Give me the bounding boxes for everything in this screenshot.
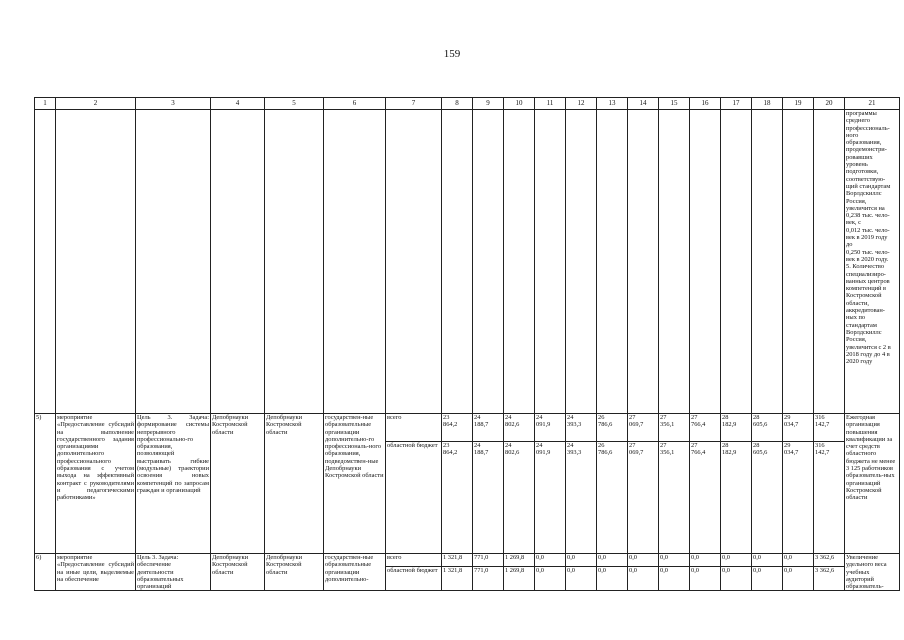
goal-task: Цель 3. Задача: формирование системы непрерывного профессионально-го образования, позволяющей выстраивать гибкие (модульные) траектории освоения новых компетенций по запросам граждан и организаций xyxy=(136,414,211,554)
value-cell: 29 034,7 xyxy=(783,414,814,442)
measure-name: мероприятие «Предоставление субсидий на выполнение государственного задания организациями дополнительного профессионального образования с учетом выхода на эффективный контракт с руководителями и педагогическими работниками» xyxy=(56,414,136,554)
row-number: 5) xyxy=(35,414,56,554)
column-number: 19 xyxy=(783,98,814,110)
value-cell: 1 321,8 xyxy=(442,554,473,567)
value-cell: 24 802,6 xyxy=(504,442,535,554)
value-cell: 0,0 xyxy=(721,567,752,591)
value-cell: 28 182,9 xyxy=(721,442,752,554)
value-cell: 23 864,2 xyxy=(442,414,473,442)
co-executor: Депобрнауки Костромской области xyxy=(265,554,324,591)
table-cell xyxy=(597,110,628,414)
value-cell: 0,0 xyxy=(566,567,597,591)
table-cell xyxy=(473,110,504,414)
value-cell: 24 393,3 xyxy=(566,414,597,442)
participants: государствен-ные образовательные организации дополнительно- xyxy=(324,554,386,591)
value-cell: 27 069,7 xyxy=(628,442,659,554)
table-cell xyxy=(535,110,566,414)
funding-source: всего xyxy=(386,554,442,567)
column-number: 18 xyxy=(752,98,783,110)
row-number: 6) xyxy=(35,554,56,591)
value-cell: 29 034,7 xyxy=(783,442,814,554)
value-cell: 0,0 xyxy=(659,567,690,591)
column-number: 9 xyxy=(473,98,504,110)
value-cell: 24 188,7 xyxy=(473,442,504,554)
value-cell: 24 393,3 xyxy=(566,442,597,554)
table-cell xyxy=(324,110,386,414)
responsible-executor: Депобрнауки Костромской области xyxy=(211,414,265,554)
value-cell: 23 864,2 xyxy=(442,442,473,554)
column-number: 20 xyxy=(814,98,845,110)
value-cell: 0,0 xyxy=(566,554,597,567)
total-cell: 316 142,7 xyxy=(814,414,845,442)
value-cell: 0,0 xyxy=(659,554,690,567)
value-cell: 0,0 xyxy=(783,567,814,591)
table-cell xyxy=(628,110,659,414)
table-cell xyxy=(566,110,597,414)
table-cell xyxy=(659,110,690,414)
value-cell: 27 766,4 xyxy=(690,442,721,554)
table-row xyxy=(35,554,900,567)
table-cell xyxy=(721,110,752,414)
value-cell: 0,0 xyxy=(597,567,628,591)
value-cell: 0,0 xyxy=(783,554,814,567)
column-number: 17 xyxy=(721,98,752,110)
co-executor: Депобрнауки Костромской области xyxy=(265,414,324,554)
value-cell: 0,0 xyxy=(535,567,566,591)
column-number: 8 xyxy=(442,98,473,110)
total-cell: 316 142,7 xyxy=(814,442,845,554)
outcome-cell: программы среднего профессиональ- ного образования, продемонстри- ровавших уровень подготовки, соответствую- щий стандартам Ворлдскиллс Россия, увеличится на 0,238 тыс. чело- век, с 0,012 тыс. чело- век в 2019 году до 0,250 тыс. чело- век в 2020 году. 5. Количество специализиро- ванных центров компетенций в Костромской области, аккредитован- ных по стандартам Ворлдскиллс Россия, увеличится с 2 в 2018 году до 4 в 2020 году xyxy=(845,110,900,414)
value-cell: 0,0 xyxy=(628,554,659,567)
table-cell xyxy=(690,110,721,414)
participants: государствен-ные образовательные организации дополнительно-го профессиональ-ного образования, подведомствен-ные Депобрнауки Костромской области xyxy=(324,414,386,554)
table-cell xyxy=(265,110,324,414)
column-number: 6 xyxy=(324,98,386,110)
value-cell: 27 356,1 xyxy=(659,414,690,442)
value-cell: 24 802,6 xyxy=(504,414,535,442)
outcome-cell: Ежегодная организация повышения квалификации за счет средств областного бюджета не менее 3 125 работников образователь-ных организаций Костромской области xyxy=(845,414,900,554)
value-cell: 0,0 xyxy=(628,567,659,591)
value-cell: 0,0 xyxy=(690,567,721,591)
table-cell xyxy=(783,110,814,414)
column-number: 11 xyxy=(535,98,566,110)
value-cell: 28 182,9 xyxy=(721,414,752,442)
column-number-row xyxy=(35,98,900,110)
goal-task: Цель 3. Задача: обеспечение деятельности образовательных организаций xyxy=(136,554,211,591)
value-cell: 0,0 xyxy=(721,554,752,567)
value-cell: 24 091,9 xyxy=(535,414,566,442)
table-cell xyxy=(56,110,136,414)
total-cell: 3 362,6 xyxy=(814,554,845,567)
table-cell xyxy=(814,110,845,414)
table-cell xyxy=(35,110,56,414)
value-cell: 0,0 xyxy=(752,567,783,591)
column-number: 5 xyxy=(265,98,324,110)
table-cell xyxy=(136,110,211,414)
value-cell: 0,0 xyxy=(597,554,628,567)
column-number: 21 xyxy=(845,98,900,110)
table-cell xyxy=(386,110,442,414)
value-cell: 26 786,6 xyxy=(597,442,628,554)
value-cell: 28 605,6 xyxy=(752,414,783,442)
table-cell xyxy=(442,110,473,414)
table-row xyxy=(35,414,900,442)
funding-source: областной бюджет xyxy=(386,442,442,554)
value-cell: 27 069,7 xyxy=(628,414,659,442)
value-cell: 0,0 xyxy=(752,554,783,567)
value-cell: 771,0 xyxy=(473,554,504,567)
column-number: 13 xyxy=(597,98,628,110)
column-number: 7 xyxy=(386,98,442,110)
value-cell: 771,0 xyxy=(473,567,504,591)
funding-source: всего xyxy=(386,414,442,442)
value-cell: 28 605,6 xyxy=(752,442,783,554)
value-cell: 26 786,6 xyxy=(597,414,628,442)
column-number: 3 xyxy=(136,98,211,110)
table-cell xyxy=(211,110,265,414)
value-cell: 27 766,4 xyxy=(690,414,721,442)
column-number: 15 xyxy=(659,98,690,110)
value-cell: 0,0 xyxy=(690,554,721,567)
value-cell: 1 321,8 xyxy=(442,567,473,591)
column-number: 2 xyxy=(56,98,136,110)
value-cell: 0,0 xyxy=(535,554,566,567)
outcome-cell: Увеличение удельного веса учебных аудиторий образователь- xyxy=(845,554,900,591)
budget-table xyxy=(34,97,900,591)
page-number: 159 xyxy=(443,48,461,60)
column-number: 4 xyxy=(211,98,265,110)
value-cell: 24 188,7 xyxy=(473,414,504,442)
funding-source: областной бюджет xyxy=(386,567,442,591)
value-cell: 24 091,9 xyxy=(535,442,566,554)
responsible-executor: Депобрнауки Костромской области xyxy=(211,554,265,591)
value-cell: 1 269,8 xyxy=(504,567,535,591)
column-number: 1 xyxy=(35,98,56,110)
measure-name: мероприятие «Предоставление субсидий на иные цели, выделяемые на обеспечение xyxy=(56,554,136,591)
value-cell: 27 356,1 xyxy=(659,442,690,554)
continuation-row xyxy=(35,110,900,414)
column-number: 12 xyxy=(566,98,597,110)
table-cell xyxy=(752,110,783,414)
column-number: 16 xyxy=(690,98,721,110)
value-cell: 1 269,8 xyxy=(504,554,535,567)
table-cell xyxy=(504,110,535,414)
column-number: 10 xyxy=(504,98,535,110)
total-cell: 3 362,6 xyxy=(814,567,845,591)
column-number: 14 xyxy=(628,98,659,110)
